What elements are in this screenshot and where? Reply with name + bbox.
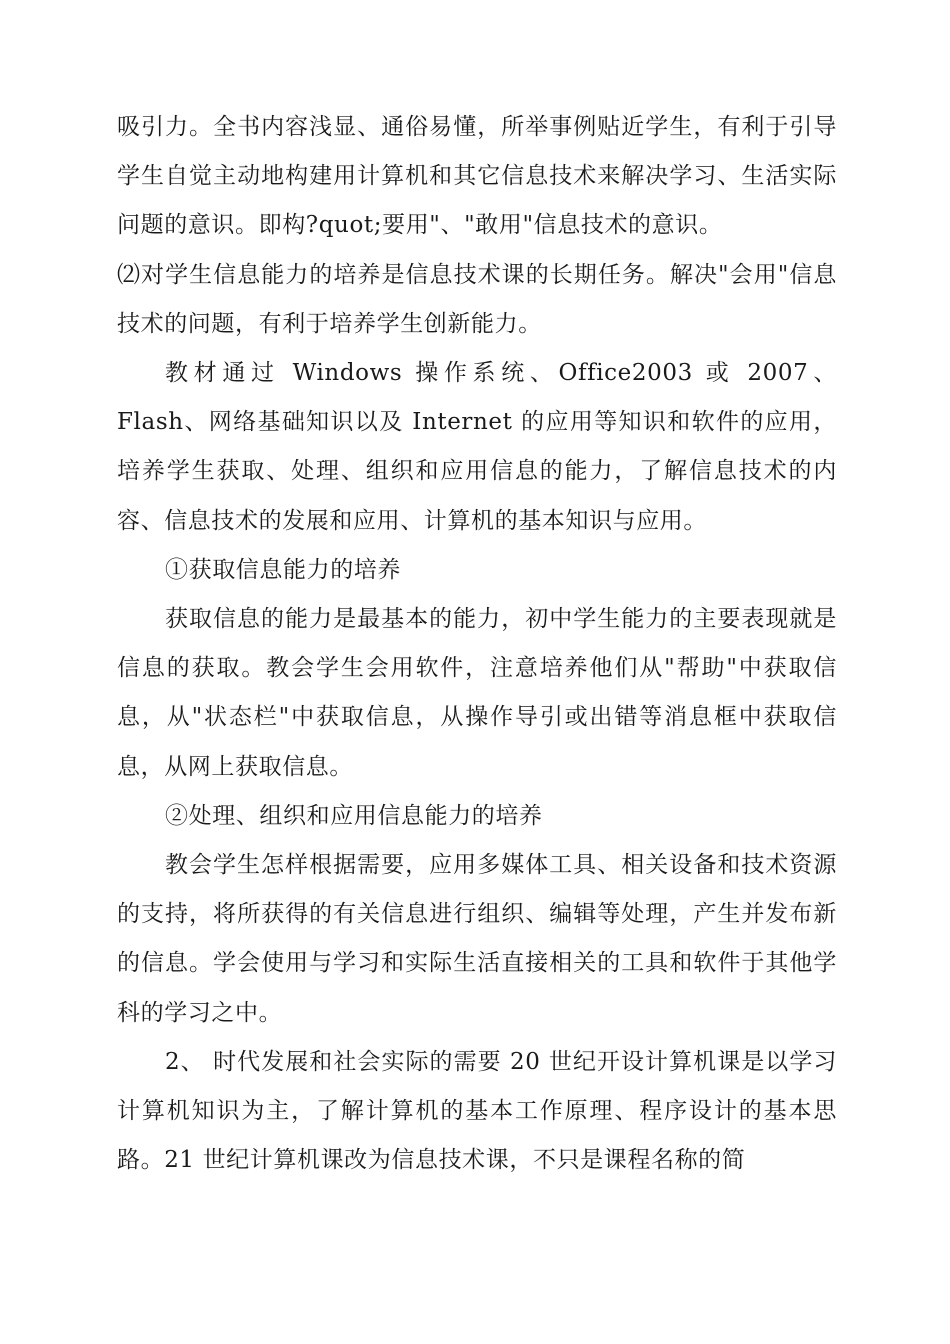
paragraph-3: 教材通过 Windows 操作系统、Office2003 或 2007、Flash、网络基础知识以及 Internet 的应用等知识和软件的应用，培养学生获取、处理、组织和应用信息的能力，了解信息技术的内容、信息技术的发展和应用、计算机的基本知识与应用。 xyxy=(117,360,837,534)
paragraph-8: 2、 时代发展和社会实际的需要 20 世纪开设计算机课是以学习计算机知识为主，了解计算机的基本工作原理、程序设计的基本思路。21 世纪计算机课改为信息技术课，不只是课程名称的简 xyxy=(117,1048,837,1174)
document-body xyxy=(117,103,837,1185)
paragraph-4-heading: ①获取信息能力的培养 xyxy=(165,556,401,583)
paragraph-2: ⑵对学生信息能力的培养是信息技术课的长期任务。解决"会用"信息技术的问题，有利于培养学生创新能力。 xyxy=(117,261,837,337)
paragraph-5: 获取信息的能力是最基本的能力，初中学生能力的主要表现就是信息的获取。教会学生会用软件，注意培养他们从"帮助"中获取信息，从"状态栏"中获取信息，从操作导引或出错等消息框中获取信息，从网上获取信息。 xyxy=(117,606,837,780)
paragraph-1: 吸引力。全书内容浅显、通俗易懂，所举事例贴近学生，有利于引导学生自觉主动地构建用计算机和其它信息技术来解决学习、生活实际问题的意识。即构?quot;要用"、"敢用"信息技术的意识。 xyxy=(117,114,837,239)
paragraph-6-heading: ②处理、组织和应用信息能力的培养 xyxy=(165,802,543,829)
paragraph-7: 教会学生怎样根据需要，应用多媒体工具、相关设备和技术资源的支持，将所获得的有关信息进行组织、编辑等处理，产生并发布新的信息。学会使用与学习和实际生活直接相关的工具和软件于其他学科的学习之中。 xyxy=(117,852,837,1026)
